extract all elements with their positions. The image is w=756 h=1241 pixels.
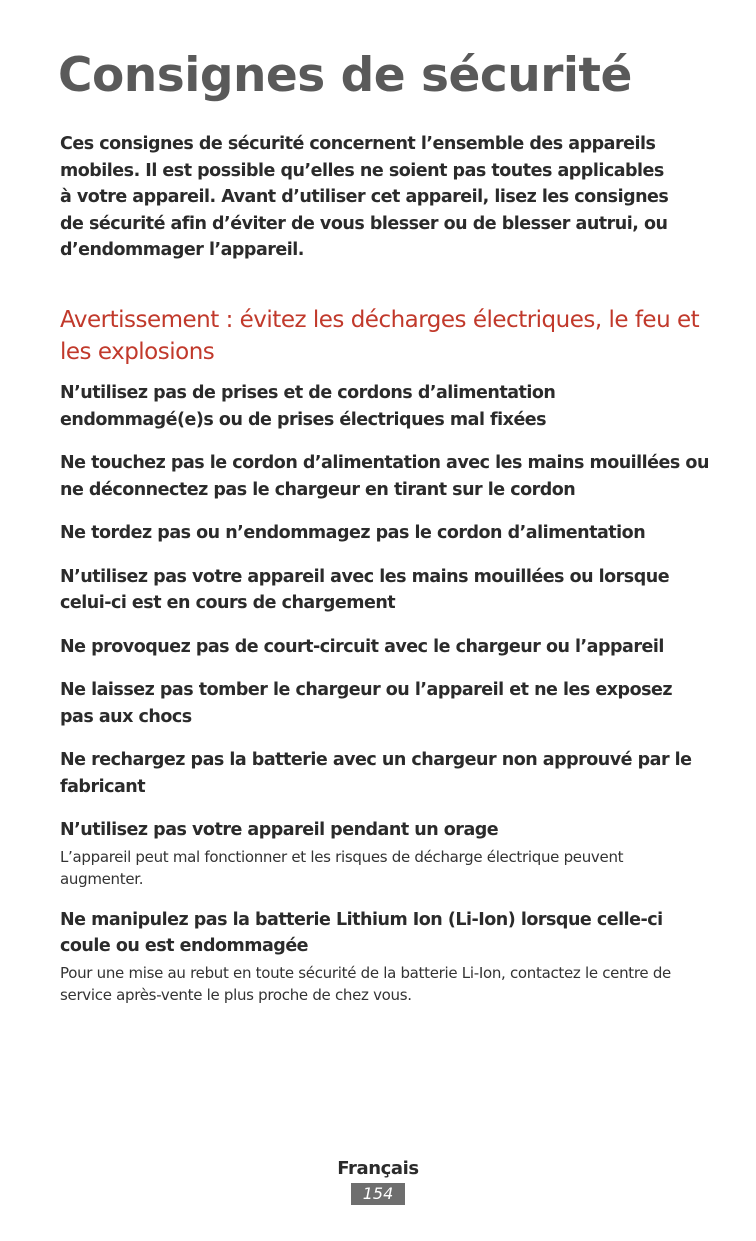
item-text: L’appareil peut mal fonctionner et les risques de décharge électrique peuvent augmenter. <box>60 847 624 888</box>
item-heading: Ne manipulez pas la batterie Lithium Ion (Li-Ion) lorsque celle-ci coule ou est endommagée <box>60 909 663 956</box>
page-footer <box>0 1158 756 1205</box>
item-heading: Ne tordez pas ou n’endommagez pas le cordon d’alimentation <box>60 523 646 543</box>
item-heading: Ne touchez pas le cordon d’alimentation avec les mains mouillées ou ne déconnectez pas le chargeur en tirant sur le cordon <box>60 453 709 500</box>
page-number-badge: 154 <box>351 1183 405 1205</box>
list-item <box>60 380 710 433</box>
list-item <box>60 450 710 503</box>
item-heading: N’utilisez pas votre appareil pendant un orage <box>60 820 499 840</box>
list-item <box>60 817 710 890</box>
item-heading: Ne provoquez pas de court-circuit avec le chargeur ou l’appareil <box>60 636 664 657</box>
item-text: Pour une mise au rebut en toute sécurité de la batterie Li-Ion, contactez le centre de service après-vente le plus proche de chez vous. <box>60 963 671 1004</box>
footer-language: Français <box>337 1158 419 1179</box>
list-item <box>60 520 710 547</box>
safety-items-list <box>60 380 710 1023</box>
item-heading: N’utilisez pas de prises et de cordons d’alimentation endommagé(e)s ou de prises électriques mal fixées <box>60 383 556 430</box>
intro-paragraph: Ces consignes de sécurité concernent l’ensemble des appareils mobiles. Il est possible qu’elles ne soient pas toutes applicables à votre appareil. Avant d’utiliser cet appareil, lisez les consignes de sécurité afin d’éviter de vous blesser ou de blesser autrui, ou d’endommager l’appareil. <box>60 134 669 260</box>
list-item <box>60 634 710 661</box>
section-title: Avertissement : évitez les décharges électriques, le feu et les explosions <box>60 307 700 365</box>
item-heading: Ne rechargez pas la batterie avec un chargeur non approuvé par le fabricant <box>60 750 692 797</box>
list-item <box>60 907 710 1006</box>
list-item <box>60 564 710 617</box>
list-item <box>60 677 710 730</box>
list-item <box>60 747 710 800</box>
item-heading: N’utilisez pas votre appareil avec les mains mouillées ou lorsque celui-ci est en cours de chargement <box>60 566 670 613</box>
item-heading: Ne laissez pas tomber le chargeur ou l’appareil et ne les exposez pas aux chocs <box>60 680 673 727</box>
page-title: Consignes de sécurité <box>58 48 632 103</box>
